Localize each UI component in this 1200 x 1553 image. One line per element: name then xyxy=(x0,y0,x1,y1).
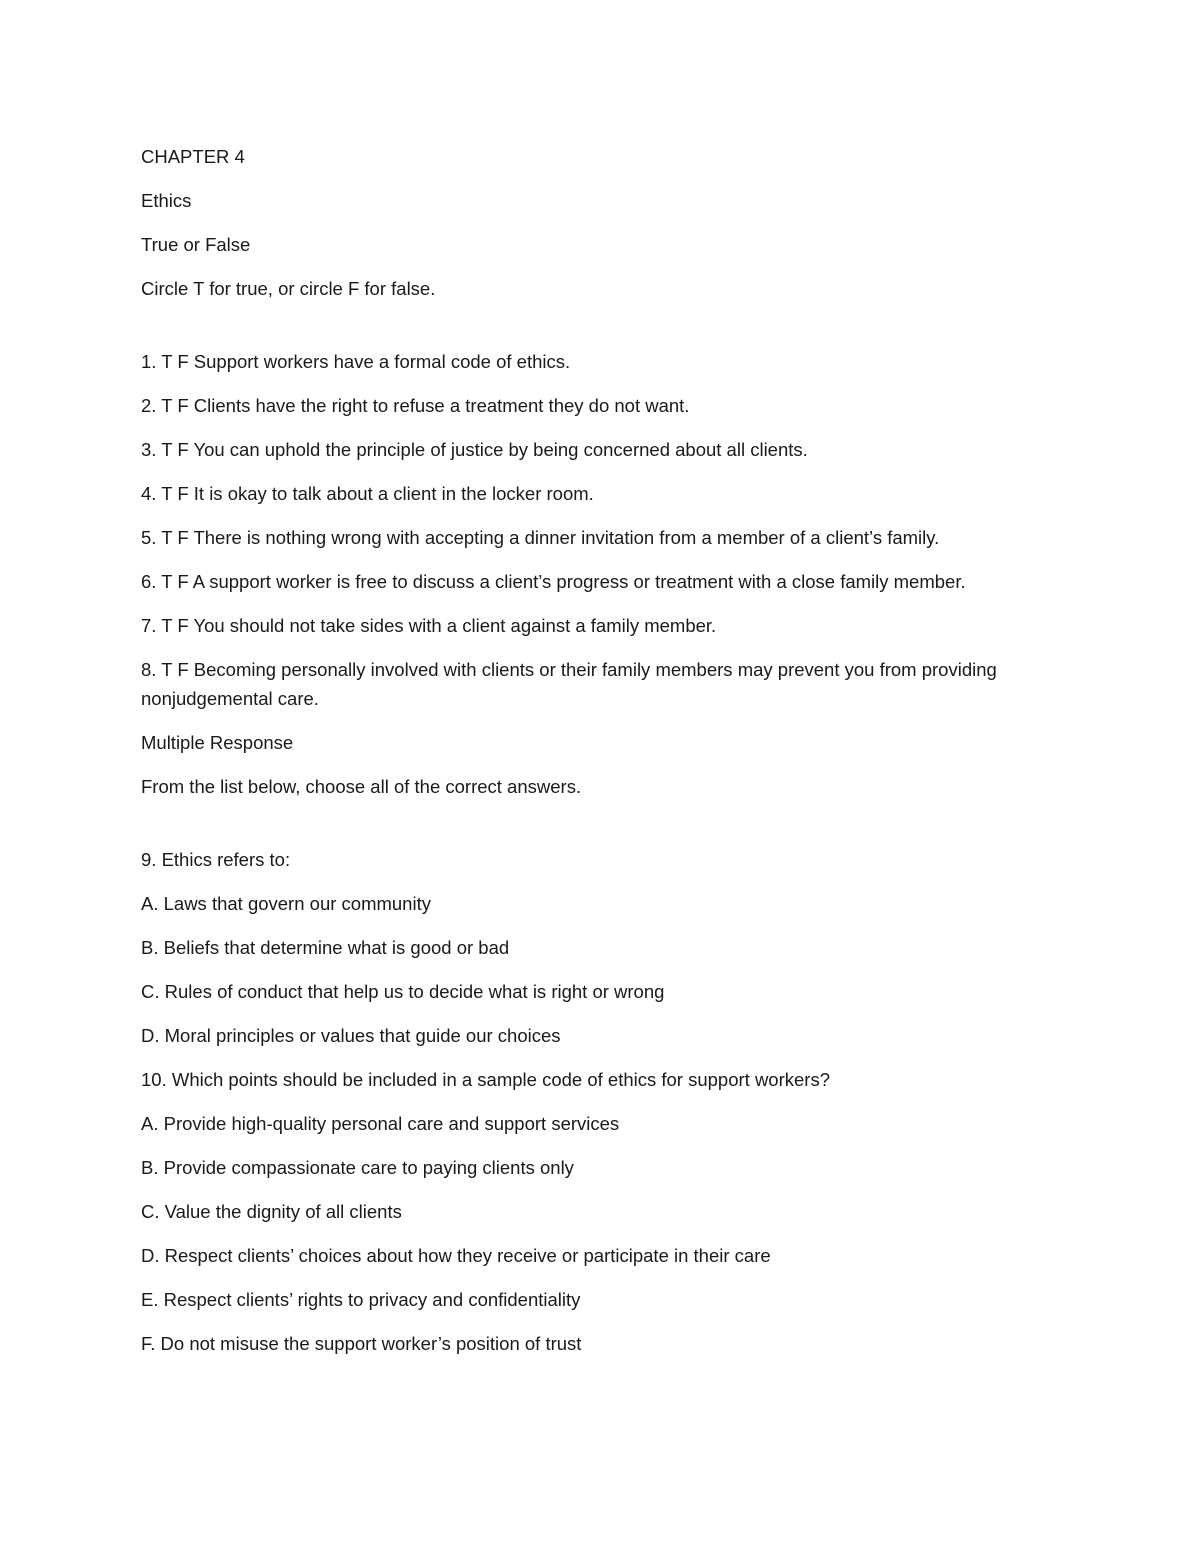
multiple-response-heading: Multiple Response xyxy=(141,732,294,753)
multiple-response-instruction: From the list below, choose all of the correct answers. xyxy=(141,776,582,797)
q9-option-d: D. Moral principles or values that guide our choices xyxy=(141,1025,561,1046)
true-false-heading: True or False xyxy=(141,234,251,255)
chapter-heading: CHAPTER 4 xyxy=(141,146,245,167)
q10-option-b: B. Provide compassionate care to paying clients only xyxy=(141,1157,574,1178)
q10-option-c: C. Value the dignity of all clients xyxy=(141,1201,402,1222)
mr-question-9: 9. Ethics refers to: xyxy=(141,849,291,870)
tf-question-8: 8. T F Becoming personally involved with clients or their family members may prevent you from providing nonjudgemental care. xyxy=(141,659,1002,709)
tf-question-5: 5. T F There is nothing wrong with accepting a dinner invitation from a member of a client’s family. xyxy=(141,527,940,548)
tf-question-4: 4. T F It is okay to talk about a client in the locker room. xyxy=(141,483,594,504)
mr-question-10: 10. Which points should be included in a sample code of ethics for support workers? xyxy=(141,1069,830,1090)
q10-option-a: A. Provide high-quality personal care and support services xyxy=(141,1113,620,1134)
tf-question-3: 3. T F You can uphold the principle of justice by being concerned about all clients. xyxy=(141,439,808,460)
spacer xyxy=(141,318,1041,347)
tf-question-7: 7. T F You should not take sides with a client against a family member. xyxy=(141,615,717,636)
topic-heading: Ethics xyxy=(141,190,192,211)
spacer xyxy=(141,816,1041,845)
q10-option-f: F. Do not misuse the support worker’s position of trust xyxy=(141,1333,582,1354)
q9-option-a: A. Laws that govern our community xyxy=(141,893,431,914)
q9-option-c: C. Rules of conduct that help us to decide what is right or wrong xyxy=(141,981,665,1002)
tf-question-6: 6. T F A support worker is free to discuss a client’s progress or treatment with a close family member. xyxy=(141,571,966,592)
q10-option-e: E. Respect clients’ rights to privacy and confidentiality xyxy=(141,1289,581,1310)
q9-option-b: B. Beliefs that determine what is good or bad xyxy=(141,937,510,958)
q10-option-d: D. Respect clients’ choices about how they receive or participate in their care xyxy=(141,1245,771,1266)
tf-question-2: 2. T F Clients have the right to refuse a treatment they do not want. xyxy=(141,395,690,416)
document-page xyxy=(141,142,1041,1373)
tf-question-1: 1. T F Support workers have a formal code of ethics. xyxy=(141,351,571,372)
true-false-instruction: Circle T for true, or circle F for false. xyxy=(141,278,436,299)
